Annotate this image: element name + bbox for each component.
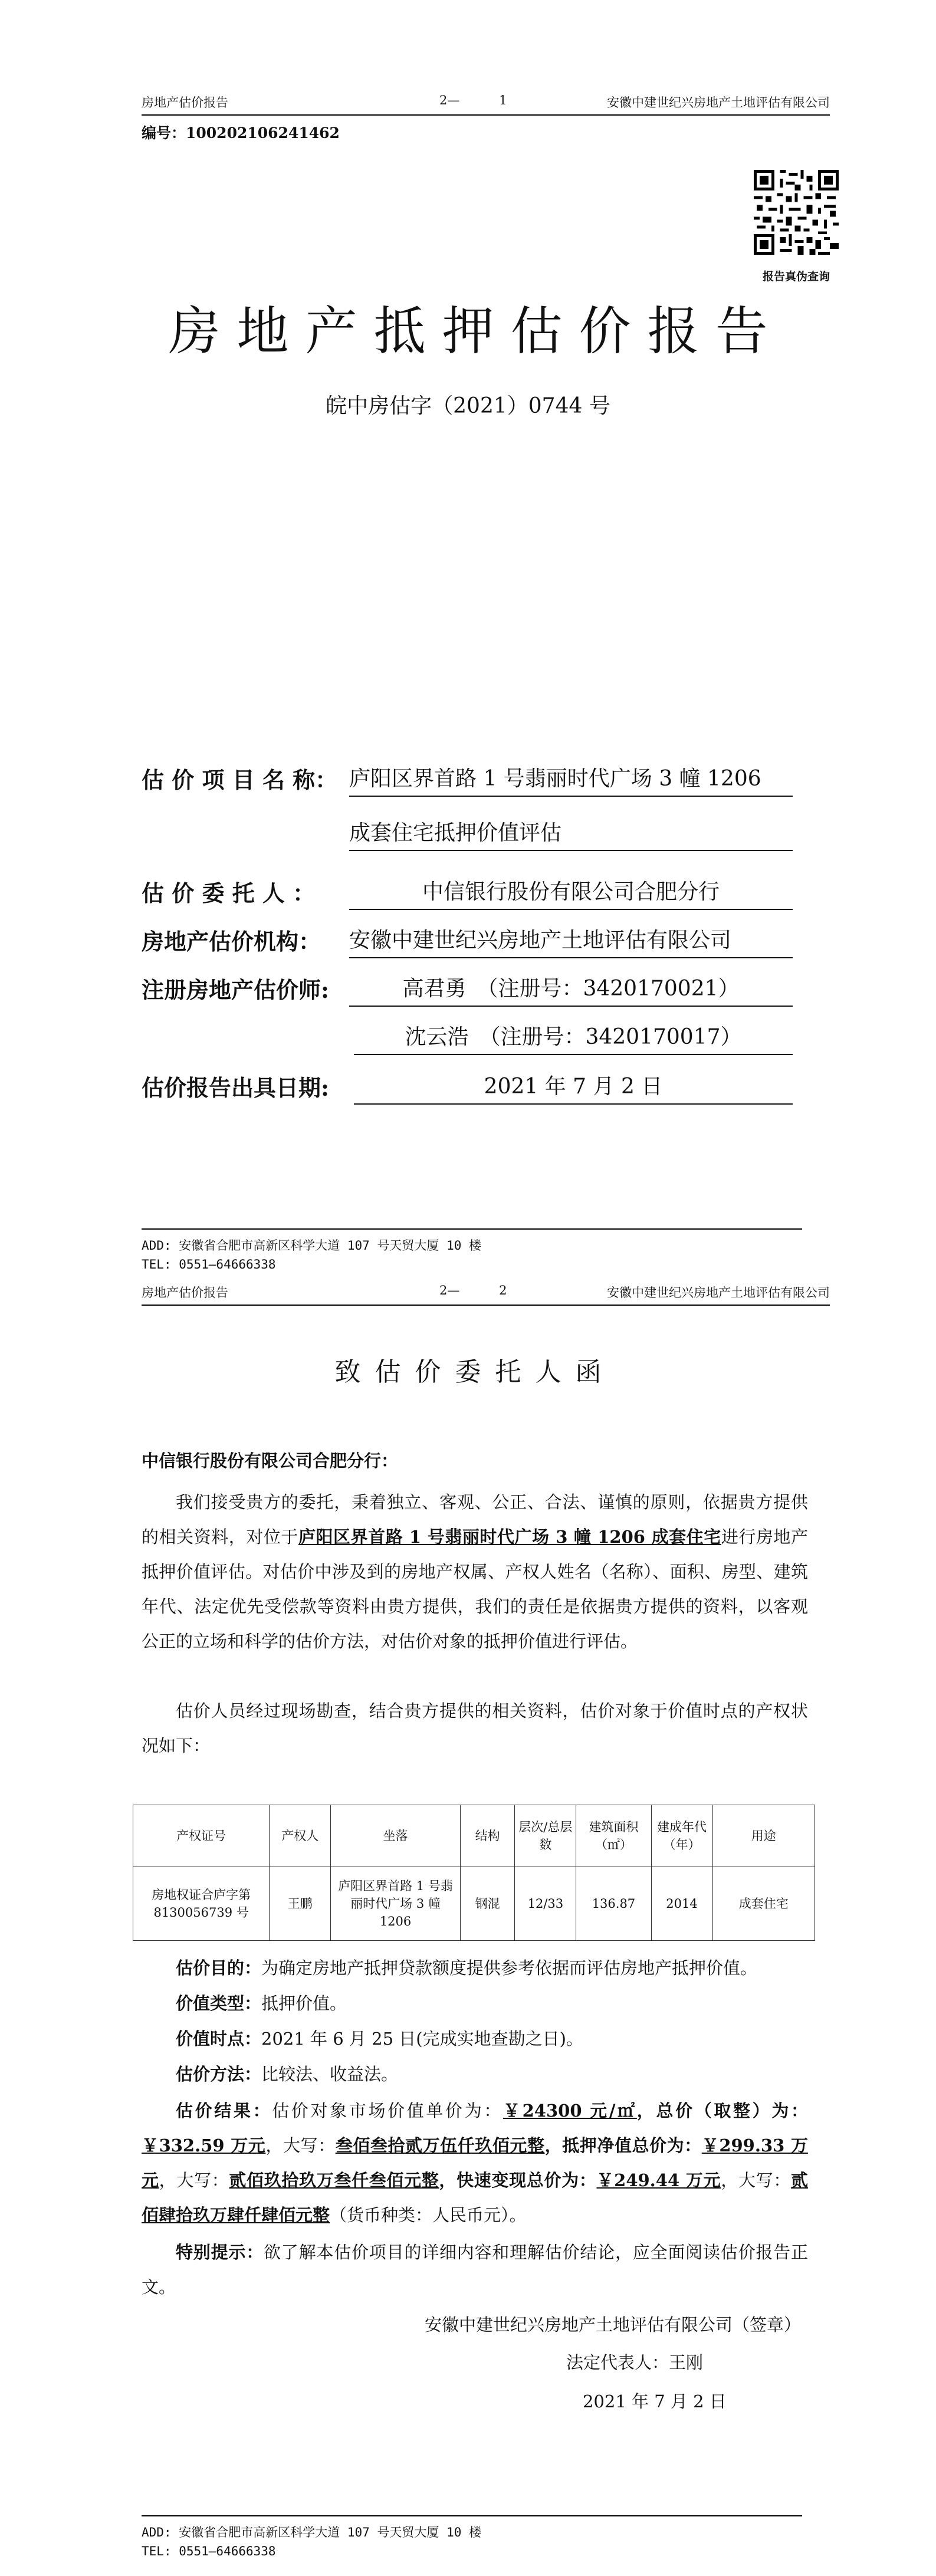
client-label: 估 价 委 托 人 ： xyxy=(142,880,316,906)
valuation-purpose: 估价目的：为确定房地产抵押贷款额度提供参考依据而评估房地产抵押价值。 xyxy=(176,1958,758,1978)
footer-divider xyxy=(142,2515,802,2516)
letter-title: 致估价委托人函 xyxy=(334,1357,616,1387)
footer-address: ADD: 安徽省合肥市高新区科学大道 107 号天贸大厦 10 楼 xyxy=(142,1238,482,1253)
footer-divider xyxy=(142,1228,802,1230)
header-right-text: 安徽中建世纪兴房地产土地评估有限公司 xyxy=(607,96,830,110)
header-right-text: 安徽中建世纪兴房地产土地评估有限公司 xyxy=(607,1286,830,1300)
project-name-line-1: 庐阳区界首路 1 号翡丽时代广场 3 幢 1206 xyxy=(349,762,793,797)
cell-certificate-no: 房地权证合庐字第 8130056739 号 xyxy=(133,1867,270,1941)
cell-location: 庐阳区界首路 1 号翡丽时代广场 3 幢 1206 xyxy=(331,1867,461,1941)
cell-area: 136.87 xyxy=(576,1867,651,1941)
project-name-line-2: 成套住宅抵押价值评估 xyxy=(349,816,793,851)
signature-date: 2021 年 7 月 2 日 xyxy=(583,2391,727,2411)
client-value: 中信银行股份有限公司合肥分行 xyxy=(349,875,793,910)
qr-code-caption: 报告真伪查询 xyxy=(762,270,830,283)
report-main-title: 房地产抵押估价报告 xyxy=(168,301,784,362)
column-header: 产权人 xyxy=(270,1805,331,1867)
column-header: 建筑面积（㎡） xyxy=(576,1805,651,1867)
footer-telephone: TEL: 0551—64666338 xyxy=(142,2544,276,2558)
cell-floor: 12/33 xyxy=(515,1867,576,1941)
column-header: 层次/总层数 xyxy=(515,1805,576,1867)
header-page-number: 2— 1 xyxy=(439,93,507,107)
value-type: 价值类型：抵押价值。 xyxy=(176,1993,347,2013)
header-left-text: 房地产估价报告 xyxy=(142,1286,228,1300)
letter-salutation: 中信银行股份有限公司合肥分行： xyxy=(142,1451,399,1471)
table-header-row xyxy=(133,1805,815,1867)
project-name-label: 估 价 项 目 名 称： xyxy=(142,767,338,793)
signature-representative: 法定代表人：王刚 xyxy=(566,2352,704,2373)
header-left-text: 房地产估价报告 xyxy=(142,96,228,110)
report-document-number: 皖中房估字（2021）0744 号 xyxy=(326,394,610,418)
cell-owner: 王鹏 xyxy=(270,1867,331,1941)
agency-value: 安徽中建世纪兴房地产土地评估有限公司 xyxy=(349,924,793,958)
appraiser-2: 沈云浩 （注册号：3420170017） xyxy=(354,1020,793,1055)
column-header: 结构 xyxy=(460,1805,514,1867)
page-header-2 xyxy=(142,1277,830,1306)
letter-paragraph-1: 我们接受贵方的委托，秉着独立、客观、公正、合法、谨慎的原则，依据贵方提供的相关资料，对位于庐阳区界首路 1 号翡丽时代广场 3 幢 1206 成套住宅进行房地产抵押价值评估。对估价中涉及到的房地产权属、产权人姓名（名称）、面积、房型、建筑年代、法定优先受偿款等资料由贵方提供，我们的责任是依据贵方提供的资料，以客观公正的立场和科学的估价方法，对估价对象的抵押价值进行评估。 xyxy=(142,1492,808,1651)
page-header xyxy=(142,87,830,116)
qr-code-icon[interactable] xyxy=(754,170,839,255)
report-serial-number: 编号：100202106241462 xyxy=(142,124,340,142)
appraiser-label: 注册房地产估价师: xyxy=(142,977,330,1003)
special-note: 特别提示：欲了解本估价项目的详细内容和理解估价结论，应全面阅读估价报告正文。 xyxy=(142,2242,808,2297)
valuation-result: 估价结果：估价对象市场价值单价为：￥24300 元/㎡，总价（取整）为：￥332.59 万元，大写：叁佰叁拾贰万伍仟玖佰元整，抵押净值总价为：￥299.33 万元，大写：贰佰玖拾玖万叁仟叁佰元整，快速变现总价为：￥249.44 万元，大写：贰佰肆拾玖万肆仟肆佰元整（货币种类：人民币元）。 xyxy=(142,2101,808,2225)
agency-label: 房地产估价机构： xyxy=(142,928,321,955)
letter-paragraph-2: 估价人员经过现场勘查，结合贵方提供的相关资料，估价对象于价值时点的产权状况如下： xyxy=(142,1701,808,1756)
report-date-value: 2021 年 7 月 2 日 xyxy=(354,1070,793,1105)
signature-company: 安徽中建世纪兴房地产土地评估有限公司（签章） xyxy=(425,2315,802,2335)
property-rights-table xyxy=(133,1805,815,1941)
cell-year: 2014 xyxy=(651,1867,712,1941)
valuation-method: 估价方法：比较法、收益法。 xyxy=(176,2064,399,2084)
footer-address: ADD: 安徽省合肥市高新区科学大道 107 号天贸大厦 10 楼 xyxy=(142,2525,482,2539)
column-header: 用途 xyxy=(712,1805,815,1867)
cell-use: 成套住宅 xyxy=(712,1867,815,1941)
report-date-label: 估价报告出具日期: xyxy=(142,1075,330,1101)
column-header: 建成年代（年） xyxy=(651,1805,712,1867)
value-date: 价值时点：2021 年 6 月 25 日(完成实地查勘之日)。 xyxy=(176,2029,583,2049)
footer-telephone: TEL: 0551—64666338 xyxy=(142,1257,276,1271)
cell-structure: 钢混 xyxy=(460,1867,514,1941)
appraiser-1: 高君勇 （注册号：3420170021） xyxy=(349,972,793,1007)
table-row xyxy=(133,1867,815,1941)
column-header: 坐落 xyxy=(331,1805,461,1867)
column-header: 产权证号 xyxy=(133,1805,270,1867)
header-page-number: 2— 2 xyxy=(439,1283,507,1297)
